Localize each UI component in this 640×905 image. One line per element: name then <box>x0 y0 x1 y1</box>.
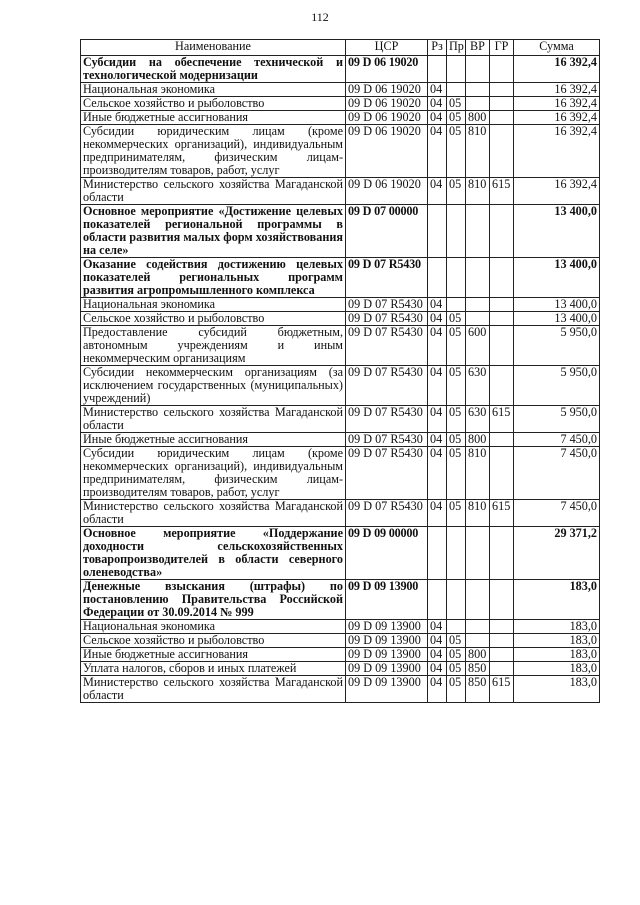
name-cell: Иные бюджетные ассигнования <box>81 111 346 125</box>
name-cell: Основное мероприятие «Достижение целевых показателей региональной программы в области развития малых форм хозяйствования на селе» <box>81 205 346 258</box>
gr-cell: 615 <box>490 676 514 703</box>
pr-cell <box>447 258 466 298</box>
csr-cell: 09 D 07 R5430 <box>346 406 428 433</box>
csr-cell: 09 D 09 13900 <box>346 620 428 634</box>
sum-cell: 183,0 <box>514 580 600 620</box>
table-row <box>81 97 600 111</box>
pr-cell <box>447 205 466 258</box>
csr-cell: 09 D 07 R5430 <box>346 298 428 312</box>
rz-cell: 04 <box>428 366 447 406</box>
table-row <box>81 326 600 366</box>
table-row <box>81 620 600 634</box>
pr-cell: 05 <box>447 366 466 406</box>
sum-cell: 13 400,0 <box>514 298 600 312</box>
gr-cell <box>490 97 514 111</box>
sum-cell: 183,0 <box>514 648 600 662</box>
csr-cell: 09 D 09 13900 <box>346 634 428 648</box>
pr-cell: 05 <box>447 433 466 447</box>
gr-cell <box>490 312 514 326</box>
table-row <box>81 298 600 312</box>
vr-cell <box>466 634 490 648</box>
vr-cell: 800 <box>466 433 490 447</box>
vr-cell: 810 <box>466 500 490 527</box>
table-row <box>81 56 600 83</box>
gr-cell <box>490 111 514 125</box>
sum-cell: 5 950,0 <box>514 326 600 366</box>
sum-cell: 7 450,0 <box>514 433 600 447</box>
table-row <box>81 406 600 433</box>
name-cell: Министерство сельского хозяйства Магаданской области <box>81 500 346 527</box>
gr-cell <box>490 662 514 676</box>
rz-cell: 04 <box>428 97 447 111</box>
budget-table <box>80 39 600 703</box>
csr-cell: 09 D 06 19020 <box>346 83 428 97</box>
rz-cell: 04 <box>428 620 447 634</box>
sum-cell: 16 392,4 <box>514 83 600 97</box>
name-cell: Национальная экономика <box>81 83 346 97</box>
table-body <box>81 56 600 703</box>
rz-cell: 04 <box>428 433 447 447</box>
pr-cell: 05 <box>447 406 466 433</box>
table-row <box>81 676 600 703</box>
csr-cell: 09 D 06 19020 <box>346 97 428 111</box>
pr-cell: 05 <box>447 676 466 703</box>
gr-cell <box>490 83 514 97</box>
gr-cell <box>490 125 514 178</box>
pr-cell <box>447 580 466 620</box>
pr-cell: 05 <box>447 648 466 662</box>
vr-cell <box>466 205 490 258</box>
table-row <box>81 662 600 676</box>
gr-cell <box>490 527 514 580</box>
table-row <box>81 634 600 648</box>
csr-cell: 09 D 09 13900 <box>346 676 428 703</box>
sum-cell: 16 392,4 <box>514 56 600 83</box>
csr-cell: 09 D 07 R5430 <box>346 366 428 406</box>
name-cell: Денежные взыскания (штрафы) по постановлению Правительства Российской Федерации от 30.09.2014 № 999 <box>81 580 346 620</box>
sum-cell: 29 371,2 <box>514 527 600 580</box>
vr-cell <box>466 258 490 298</box>
gr-cell: 615 <box>490 178 514 205</box>
gr-cell <box>490 258 514 298</box>
table-row <box>81 178 600 205</box>
sum-cell: 7 450,0 <box>514 447 600 500</box>
vr-cell: 630 <box>466 406 490 433</box>
sum-cell: 13 400,0 <box>514 258 600 298</box>
csr-cell: 09 D 06 19020 <box>346 178 428 205</box>
table-row <box>81 312 600 326</box>
gr-cell <box>490 205 514 258</box>
header-gr: ГР <box>490 40 514 56</box>
pr-cell <box>447 298 466 312</box>
gr-cell <box>490 620 514 634</box>
vr-cell <box>466 298 490 312</box>
csr-cell: 09 D 07 R5430 <box>346 447 428 500</box>
rz-cell: 04 <box>428 676 447 703</box>
rz-cell: 04 <box>428 298 447 312</box>
rz-cell: 04 <box>428 406 447 433</box>
gr-cell <box>490 366 514 406</box>
vr-cell <box>466 527 490 580</box>
table-header-row <box>81 40 600 56</box>
rz-cell: 04 <box>428 500 447 527</box>
rz-cell <box>428 56 447 83</box>
sum-cell: 16 392,4 <box>514 97 600 111</box>
name-cell: Сельское хозяйство и рыболовство <box>81 97 346 111</box>
name-cell: Субсидии некоммерческим организациям (за исключением государственных (муниципальных) учреждений) <box>81 366 346 406</box>
name-cell: Министерство сельского хозяйства Магаданской области <box>81 178 346 205</box>
csr-cell: 09 D 09 13900 <box>346 580 428 620</box>
rz-cell: 04 <box>428 178 447 205</box>
sum-cell: 183,0 <box>514 676 600 703</box>
csr-cell: 09 D 06 19020 <box>346 56 428 83</box>
vr-cell: 630 <box>466 366 490 406</box>
table-row <box>81 205 600 258</box>
gr-cell <box>490 648 514 662</box>
table-row <box>81 433 600 447</box>
table-row <box>81 580 600 620</box>
pr-cell: 05 <box>447 662 466 676</box>
header-name: Наименование <box>81 40 346 56</box>
gr-cell <box>490 447 514 500</box>
name-cell: Сельское хозяйство и рыболовство <box>81 634 346 648</box>
sum-cell: 183,0 <box>514 634 600 648</box>
name-cell: Основное мероприятие «Поддержание доходности сельскохозяйственных товаропроизводителей в области северного оленеводства» <box>81 527 346 580</box>
csr-cell: 09 D 07 00000 <box>346 205 428 258</box>
rz-cell <box>428 205 447 258</box>
csr-cell: 09 D 07 R5430 <box>346 500 428 527</box>
vr-cell: 600 <box>466 326 490 366</box>
sum-cell: 13 400,0 <box>514 205 600 258</box>
pr-cell: 05 <box>447 97 466 111</box>
csr-cell: 09 D 06 19020 <box>346 111 428 125</box>
name-cell: Предоставление субсидий бюджетным, автономным учреждениям и иным некоммерческим организациям <box>81 326 346 366</box>
header-csr: ЦСР <box>346 40 428 56</box>
csr-cell: 09 D 07 R5430 <box>346 433 428 447</box>
gr-cell <box>490 580 514 620</box>
pr-cell: 05 <box>447 178 466 205</box>
pr-cell <box>447 56 466 83</box>
csr-cell: 09 D 06 19020 <box>346 125 428 178</box>
table-row <box>81 258 600 298</box>
sum-cell: 183,0 <box>514 620 600 634</box>
csr-cell: 09 D 09 00000 <box>346 527 428 580</box>
header-pr: Пр <box>447 40 466 56</box>
vr-cell <box>466 83 490 97</box>
name-cell: Национальная экономика <box>81 620 346 634</box>
name-cell: Министерство сельского хозяйства Магаданской области <box>81 676 346 703</box>
csr-cell: 09 D 07 R5430 <box>346 326 428 366</box>
table-row <box>81 500 600 527</box>
name-cell: Министерство сельского хозяйства Магаданской области <box>81 406 346 433</box>
sum-cell: 183,0 <box>514 662 600 676</box>
page-number: 112 <box>311 10 329 24</box>
gr-cell <box>490 433 514 447</box>
pr-cell: 05 <box>447 447 466 500</box>
csr-cell: 09 D 09 13900 <box>346 648 428 662</box>
table-row <box>81 447 600 500</box>
header-rz: Рз <box>428 40 447 56</box>
rz-cell <box>428 580 447 620</box>
table-row <box>81 83 600 97</box>
rz-cell: 04 <box>428 634 447 648</box>
csr-cell: 09 D 07 R5430 <box>346 258 428 298</box>
vr-cell <box>466 580 490 620</box>
sum-cell: 16 392,4 <box>514 111 600 125</box>
gr-cell <box>490 56 514 83</box>
name-cell: Иные бюджетные ассигнования <box>81 433 346 447</box>
header-sum: Сумма <box>514 40 600 56</box>
sum-cell: 16 392,4 <box>514 125 600 178</box>
rz-cell: 04 <box>428 83 447 97</box>
rz-cell: 04 <box>428 447 447 500</box>
rz-cell: 04 <box>428 648 447 662</box>
vr-cell <box>466 56 490 83</box>
rz-cell: 04 <box>428 312 447 326</box>
gr-cell <box>490 326 514 366</box>
name-cell: Иные бюджетные ассигнования <box>81 648 346 662</box>
vr-cell: 800 <box>466 111 490 125</box>
pr-cell <box>447 527 466 580</box>
pr-cell <box>447 620 466 634</box>
name-cell: Субсидии на обеспечение технической и технологической модернизации <box>81 56 346 83</box>
vr-cell: 810 <box>466 178 490 205</box>
sum-cell: 5 950,0 <box>514 406 600 433</box>
gr-cell: 615 <box>490 406 514 433</box>
sum-cell: 5 950,0 <box>514 366 600 406</box>
vr-cell: 850 <box>466 676 490 703</box>
rz-cell: 04 <box>428 125 447 178</box>
pr-cell: 05 <box>447 500 466 527</box>
vr-cell: 850 <box>466 662 490 676</box>
table-row <box>81 366 600 406</box>
csr-cell: 09 D 09 13900 <box>346 662 428 676</box>
table-row <box>81 648 600 662</box>
csr-cell: 09 D 07 R5430 <box>346 312 428 326</box>
table-row <box>81 125 600 178</box>
gr-cell: 615 <box>490 500 514 527</box>
pr-cell: 05 <box>447 312 466 326</box>
name-cell: Оказание содействия достижению целевых показателей региональных программ развития агропромышленного комплекса <box>81 258 346 298</box>
rz-cell: 04 <box>428 326 447 366</box>
vr-cell <box>466 312 490 326</box>
vr-cell: 810 <box>466 447 490 500</box>
vr-cell: 810 <box>466 125 490 178</box>
name-cell: Национальная экономика <box>81 298 346 312</box>
rz-cell: 04 <box>428 662 447 676</box>
pr-cell: 05 <box>447 111 466 125</box>
vr-cell <box>466 97 490 111</box>
name-cell: Субсидии юридическим лицам (кроме некоммерческих организаций), индивидуальным предпринимателям, физическим лицам-производителям товаров, работ, услуг <box>81 447 346 500</box>
name-cell: Сельское хозяйство и рыболовство <box>81 312 346 326</box>
sum-cell: 16 392,4 <box>514 178 600 205</box>
name-cell: Уплата налогов, сборов и иных платежей <box>81 662 346 676</box>
sum-cell: 13 400,0 <box>514 312 600 326</box>
gr-cell <box>490 298 514 312</box>
table-row <box>81 111 600 125</box>
pr-cell <box>447 83 466 97</box>
name-cell: Субсидии юридическим лицам (кроме некоммерческих организаций), индивидуальным предпринимателям, физическим лицам-производителям товаров, работ, услуг <box>81 125 346 178</box>
header-vr: ВР <box>466 40 490 56</box>
pr-cell: 05 <box>447 125 466 178</box>
rz-cell: 04 <box>428 111 447 125</box>
vr-cell <box>466 620 490 634</box>
vr-cell: 800 <box>466 648 490 662</box>
pr-cell: 05 <box>447 326 466 366</box>
rz-cell <box>428 527 447 580</box>
sum-cell: 7 450,0 <box>514 500 600 527</box>
pr-cell: 05 <box>447 634 466 648</box>
rz-cell <box>428 258 447 298</box>
table-row <box>81 527 600 580</box>
gr-cell <box>490 634 514 648</box>
